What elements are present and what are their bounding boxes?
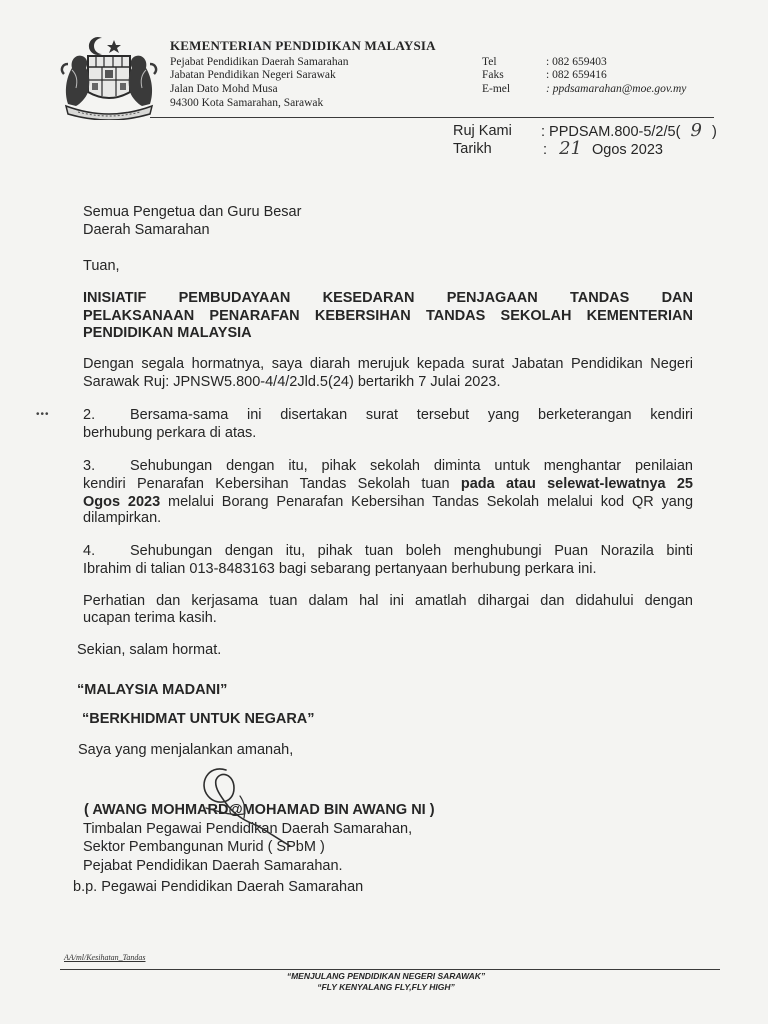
paragraph-3-line [83,475,693,493]
handwritten-signature [186,762,306,852]
crescent-star-icon [89,37,121,55]
letterhead-divider [150,117,714,118]
coat-of-arms-icon [58,34,160,120]
motto-berkhidmat: “BERKHIDMAT UNTUK NEGARA” [82,711,315,727]
signatory-name: ( AWANG MOHMARD@MOHAMAD BIN AWANG NI ) [84,802,435,818]
paragraph-1-line: Dengan segala hormatnya, saya diarah merujuk kepada surat Jabatan Pendidikan Negeri [83,356,693,372]
paragraph-3-line [83,457,693,475]
contact-value-fax: : 082 659416 [546,69,607,81]
recipient-line: Semua Pengetua dan Guru Besar [83,204,302,220]
tiger-right-icon [129,56,156,106]
address-line-postcode: 94300 Kota Samarahan, Sarawak [170,97,324,109]
motto-ribbon-icon [66,106,152,120]
paragraph-3-text: melalui Borang Penarafan Kebersihan Tandas Sekolah melalui kod QR yang [160,494,694,510]
paragraph-2-text: Bersama-sama ini disertakan surat tersebut yang berketerangan kendiri [130,407,693,423]
subject-line: PELAKSANAAN PENARAFAN KEBERSIHAN TANDAS SEKOLAH KEMENTERIAN [83,308,693,324]
salutation: Tuan, [83,258,120,274]
ministry-name: KEMENTERIAN PENDIDIKAN MALAYSIA [170,38,436,53]
date-label: Tarikh [453,141,492,157]
paragraph-3-text: kendiri Penarafan Kebersihan Tandas Sekolah tuan [83,476,461,492]
paragraph-3-line: dilampirkan. [83,510,162,526]
paragraph-3-line [83,493,693,511]
paragraph-2-line: berhubung perkara di atas. [83,425,257,441]
date-colon: : [543,142,548,158]
reference-handwritten: 9 [690,120,702,141]
shield-icon [88,56,130,98]
paragraph-4-line [83,542,693,560]
contact-label-tel: Tel [482,56,497,68]
reference-prefix: : PPDSAM.800-5/2/5( [541,124,681,140]
reference-label: Ruj Kami [453,123,512,139]
deadline-bold-text: pada atau selewat-lewatnya 25 [460,476,693,492]
paragraph-4-line: Ibrahim di talian 013-8483163 bagi sebarang pertanyaan berhubung perkara ini. [83,561,597,577]
footer-slogan: “FLY KENYALANG FLY,FLY HIGH” [317,982,455,992]
reference-suffix: ) [711,124,717,140]
file-reference: AA/ml/Kesihatan_Tandas [64,953,146,962]
contact-label-email: E-mel [482,83,511,95]
trust-line: Saya yang menjalankan amanah, [78,742,294,758]
motto-malaysia-madani: “MALAYSIA MADANI” [77,682,228,698]
paragraph-number: 4. [83,543,96,559]
contact-value-tel: : 082 659403 [546,56,607,68]
contact-label-fax: Faks [482,69,504,81]
deadline-bold-text: Ogos 2023 [83,494,161,510]
address-line-department: Jabatan Pendidikan Negeri Sarawak [170,69,336,81]
paragraph-number: 3. [83,458,96,474]
margin-mark: ••• [36,409,50,420]
on-behalf-line: b.p. Pegawai Pendidikan Daerah Samarahan [73,879,364,895]
paragraph-2-line [83,406,693,424]
closing-greeting: Sekian, salam hormat. [77,642,222,658]
subject-line: INISIATIF PEMBUDAYAAN KESEDARAN PENJAGAAN TANDAS DAN [83,290,693,306]
date-month-year: Ogos 2023 [592,142,663,158]
date-value [543,140,663,159]
paragraph-5-line: ucapan terima kasih. [83,610,217,626]
date-handwritten-day: 21 [559,138,582,159]
designation-line: Pejabat Pendidikan Daerah Samarahan. [83,858,343,874]
address-line-office: Pejabat Pendidikan Daerah Samarahan [170,56,349,68]
paragraph-3-text: Sehubungan dengan itu, pihak sekolah diminta untuk menghantar penilaian [130,458,693,474]
paragraph-5-line: Perhatian dan kerjasama tuan dalam hal ini amatlah dihargai dan didahului dengan [83,593,693,609]
recipient-line: Daerah Samarahan [83,222,210,238]
tiger-left-icon [62,56,89,106]
footer-slogan: “MENJULANG PENDIDIKAN NEGERI SARAWAK” [286,971,486,981]
paragraph-1-line: Sarawak Ruj: JPNSW5.800-4/4/2Jld.5(24) bertarikh 7 Julai 2023. [83,374,501,390]
subject-line: PENDIDIKAN MALAYSIA [83,325,252,341]
contact-value-email: : ppdsamarahan@moe.gov.my [546,83,687,95]
address-line-street: Jalan Dato Mohd Musa [170,83,278,95]
paragraph-4-text: Sehubungan dengan itu, pihak tuan boleh menghubungi Puan Norazila binti [130,543,693,559]
designation-line: Timbalan Pegawai Pendidikan Daerah Samarahan, [83,821,413,837]
footer-divider [60,969,720,970]
designation-line: Sektor Pembangunan Murid ( SPbM ) [83,839,325,855]
paragraph-number: 2. [83,407,96,423]
